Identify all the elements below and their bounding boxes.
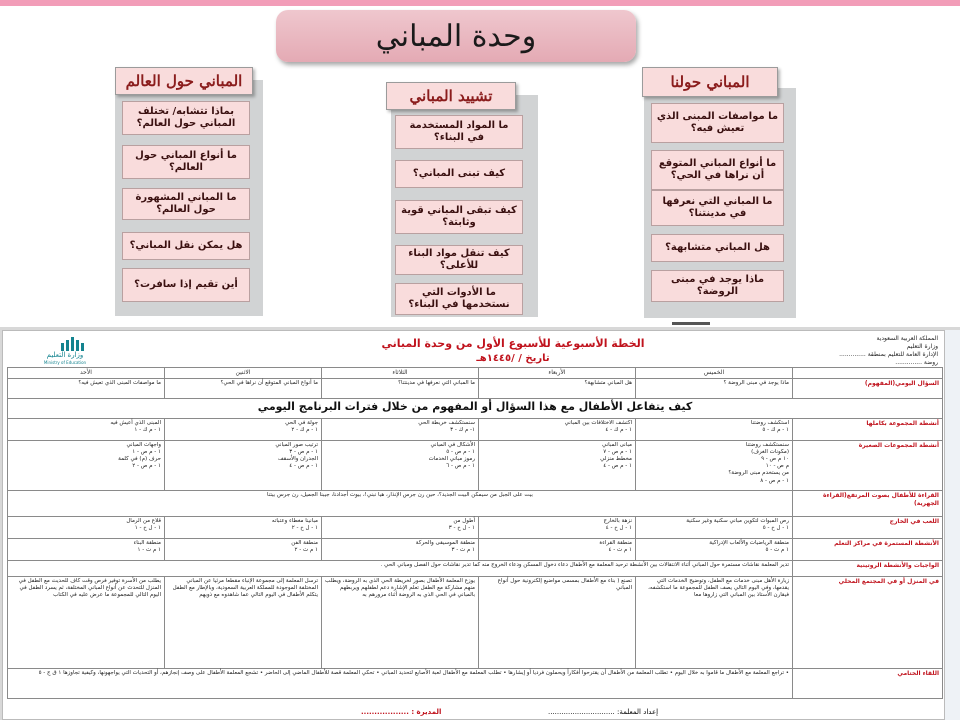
cell-line: ١ - م ك - ١ bbox=[134, 426, 161, 433]
row-label-empty bbox=[793, 368, 943, 379]
table-row bbox=[8, 576, 943, 668]
table-cell bbox=[8, 440, 165, 490]
question-box: هل المباني متشابهة؟ bbox=[651, 234, 784, 262]
cell-line: الأشكال في المباني bbox=[430, 441, 475, 448]
top-accent-line bbox=[0, 0, 960, 6]
question-box: كيف تبقى المباني قوية وثابتة؟ bbox=[395, 200, 523, 234]
row-label: السؤال اليومي(المفهوم) bbox=[793, 378, 943, 398]
question-box: ما المباني التي نعرفها في مدينتنا؟ bbox=[651, 190, 784, 226]
table-row bbox=[8, 440, 943, 490]
sheet-margin bbox=[945, 330, 960, 720]
cell-line: ١ - م ك - ٢ bbox=[291, 426, 318, 433]
table-row bbox=[8, 378, 943, 398]
cell-line: الجدران والأسقف bbox=[277, 456, 318, 463]
cell-line: م ص - ١٠ bbox=[765, 463, 789, 470]
day-header: الثلاثاء bbox=[322, 368, 479, 379]
cell-line: اكتشف الاختلافات بين المباني bbox=[564, 419, 632, 426]
question-box: كيف تنقل مواد البناء للأعلى؟ bbox=[395, 245, 523, 275]
cell-line: ١٠ م ص - ٩ bbox=[761, 456, 789, 463]
row-label: في المنزل أو في المجتمع المحلي bbox=[793, 576, 943, 668]
row-label: الواجبات والأنشطة الروتينية bbox=[793, 560, 943, 576]
cell-line: (مكونات الغرف) bbox=[751, 448, 789, 455]
cell-line: ١ - م ك - ٥ bbox=[762, 426, 789, 433]
unit-title-banner bbox=[276, 10, 636, 62]
question-box: ما مواصفات المبنى الذي تعيش فيه؟ bbox=[651, 103, 784, 143]
table-cell bbox=[636, 418, 793, 440]
cell-line: مخطط منزلي bbox=[600, 456, 632, 463]
table-cell bbox=[636, 538, 793, 560]
teacher-signature bbox=[548, 708, 658, 716]
cell-line: ١ - ل خ - ٣ bbox=[448, 524, 475, 531]
cell-line: نزهة بالخارج bbox=[603, 517, 632, 524]
table-cell: ما المباني التي نعرفها في مدينتنا؟ bbox=[322, 378, 479, 398]
column-header-construction: تشييد المباني bbox=[386, 82, 516, 110]
cell-line: ١ - ل خ - ٢ bbox=[291, 524, 318, 531]
logo-subtext: Ministry of Education bbox=[43, 360, 87, 365]
cell-line: واجهات المباني bbox=[126, 441, 161, 448]
table-cell: تصنع ( بناء مع الأطفال بمسمى مواضيع إلكترونية حول أنواع المباني bbox=[479, 576, 636, 668]
director-label: المديرة : bbox=[411, 708, 442, 716]
cell-line: مبانينا مغطاء وعتباته bbox=[271, 517, 318, 524]
table-cell bbox=[479, 440, 636, 490]
ministry-line: وزارة التعليم bbox=[906, 343, 938, 351]
teacher-label: إعداد المعلمة: bbox=[617, 708, 659, 716]
daily-program-banner: كيف يتفاعل الأطفال مع هذا السؤال أو المفهوم من خلال فترات البرنامج اليومي bbox=[8, 398, 943, 418]
logo-text: وزارة التعليم bbox=[46, 351, 84, 359]
cell-line: منطقة الموسيقى والحركة bbox=[415, 539, 475, 546]
table-cell bbox=[8, 538, 165, 560]
column-header-around-us: المباني حولنا bbox=[642, 67, 778, 97]
logo-mark-icon bbox=[61, 337, 95, 351]
table-cell bbox=[322, 440, 479, 490]
row-label: القراءة للأطفال بصوت المرتفع(القراءة الجهرية) bbox=[793, 490, 943, 516]
question-box: ماذا يوجد في مبنى الروضة؟ bbox=[651, 270, 784, 302]
cell-line: رموز مباني الخدمات bbox=[428, 456, 475, 463]
cell-line: ١ م ت - ٥ bbox=[765, 546, 789, 553]
plan-table bbox=[7, 367, 943, 699]
table-cell: زيارة الأهل مبنى خدمات مع الطفل، وتوضيح الخدمات التي يقدمها، وفي اليوم التالي يصف الطفل للمجموعة ما استكشفه، فيقارن الأستاذ بين المباني التي زاروها معا bbox=[636, 576, 793, 668]
cell-line: من يستخدم مبنى الروضة؟ bbox=[728, 470, 789, 477]
cell-line: المبنى الذي أعيش فيه bbox=[110, 419, 161, 426]
table-row bbox=[8, 398, 943, 418]
table-row bbox=[8, 668, 943, 698]
table-cell bbox=[8, 418, 165, 440]
table-cell bbox=[636, 516, 793, 538]
table-cell: يطلب من الأسرة توفير فرص وقت كاف للحديث مع الطفل في المنزل للتحدث عن أنواع المباني المختلفة، ثم يسرد الطفل في اليوم التالي للمجموعة ما عرض عليه في الكتاب bbox=[8, 576, 165, 668]
table-cell bbox=[479, 538, 636, 560]
row-label: الأنشطة المستمرة في مراكز التعلم bbox=[793, 538, 943, 560]
question-box: ما المواد المستخدمة في البناء؟ bbox=[395, 115, 523, 149]
table-cell bbox=[165, 418, 322, 440]
table-row bbox=[8, 560, 943, 576]
table-cell bbox=[636, 440, 793, 490]
table-cell: • تراجع المعلمة مع الأطفال ما قاموا به خلال اليوم • تطلب المعلمة من الأطفال أن يقترحوا أفكاراً ويحملون فرديا أو إيشارها • تطلب المعلمة مع الأطفال لعبة الأصابع لتحديد المباني • تحكي المعلمة قصة للأطفال الماضي إلى الحاضر • تشجع المعلمة الأطفال على وصف إنجازهم، أو التحديات التي يواجهونها، وكيفية تجاوزها ١ ق ج - ٥ bbox=[8, 668, 793, 698]
cell-line: منطقة القراءة bbox=[599, 539, 632, 546]
table-cell: ما مواصفات المبنى الذي تعيش فيه؟ bbox=[8, 378, 165, 398]
question-box: هل يمكن نقل المباني؟ bbox=[122, 232, 250, 260]
cell-line: استكشف روضتنا bbox=[750, 419, 789, 426]
question-box: ما الأدوات التي نستخدمها في البناء؟ bbox=[395, 283, 523, 315]
cell-line: جولة في الحي bbox=[285, 419, 318, 426]
table-cell bbox=[165, 440, 322, 490]
table-row bbox=[8, 368, 943, 379]
table-cell bbox=[479, 418, 636, 440]
question-box: ما أنواع المباني حول العالم؟ bbox=[122, 145, 250, 179]
table-cell: بيت على الجبل من سيمكن البيت الجديد؟، حين رن جرس الإنذار، هيا نبني!، بيوت أجدادنا، جيبنا الجميل، رن جرس بيتنا bbox=[8, 490, 793, 516]
cell-line: منطقة الرياضيات والألعاب الإدراكية bbox=[709, 539, 789, 546]
day-header: الخميس bbox=[636, 368, 793, 379]
cell-line: ترتيب صور المباني bbox=[275, 441, 318, 448]
day-header: الاثنين bbox=[165, 368, 322, 379]
director-value: .................. bbox=[361, 708, 409, 716]
cell-line: منطقة الفن bbox=[291, 539, 318, 546]
cell-line: ١- م ك - ٣ bbox=[450, 426, 475, 433]
cell-line: سنستكشف خريطة الحي bbox=[418, 419, 475, 426]
cell-line: ١ - م ص - ٢ bbox=[132, 463, 161, 470]
ministry-logo bbox=[21, 337, 111, 367]
cell-line: منطقة البناء bbox=[133, 539, 161, 546]
director-signature bbox=[361, 708, 441, 716]
table-cell bbox=[479, 516, 636, 538]
cell-line: ١ - م ص - ١ bbox=[132, 448, 161, 455]
unit-title: وحدة المباني bbox=[375, 18, 537, 54]
cell-line: ١ م ت - ٤ bbox=[608, 546, 632, 553]
cell-line: ١ - م ص - ٨ bbox=[760, 477, 789, 484]
day-header: الأحد bbox=[8, 368, 165, 379]
ministry-line: المملكة العربية السعودية bbox=[876, 335, 938, 342]
row-label: أنشطة المجموعة بكاملها bbox=[793, 418, 943, 440]
teacher-value: .............................. bbox=[548, 708, 615, 716]
table-cell: هل المباني متشابهة؟ bbox=[479, 378, 636, 398]
cell-line: ١ - م ص - ٤ bbox=[603, 463, 632, 470]
cell-line: أطول من bbox=[453, 517, 475, 524]
cell-line: ١ - م ص - ٣ bbox=[289, 448, 318, 455]
cell-line: ١ - ل خ - ١ bbox=[134, 524, 161, 531]
table-cell: يوزع المعلمة الأطفال بصور لخريطة الحي الذي به الروضة، ويطلب منهم مشاركة مع الطفل تعلم الإشارة دعم لطفلهم ويربطهم بالمباني في الحي الذي به الروضة أثناء مرورهم به bbox=[322, 576, 479, 668]
divider-dash bbox=[672, 322, 710, 325]
question-box: ما المباني المشهورة حول العالم؟ bbox=[122, 188, 250, 220]
table-cell bbox=[322, 516, 479, 538]
table-cell bbox=[8, 516, 165, 538]
ministry-header bbox=[713, 335, 938, 367]
question-box: ما أنواع المباني المتوقع أن نراها في الحي؟ bbox=[651, 150, 784, 190]
cell-line: ١ - م ص - ٧ bbox=[603, 448, 632, 455]
question-box: أين تقيم إذا سافرت؟ bbox=[122, 268, 250, 302]
table-row bbox=[8, 516, 943, 538]
column-header-world: المباني حول العالم bbox=[115, 67, 253, 95]
table-cell: ترسل المعلمة إلى مجموعة الإنباء مقطعا مرئيا عن المباني المختلفة الموجودة للمملكة العربية السعودية، وبالإطار مع الطفل يتكلم الأطفال في اليوم التالي عما شاهدوه مع ذويهم bbox=[165, 576, 322, 668]
cell-line: قلاع من الرمال bbox=[126, 517, 161, 524]
row-label: أنشطة المجموعات الصغيرة bbox=[793, 440, 943, 490]
question-box: بماذا تتشابه/ تختلف المباني حول العالم؟ bbox=[122, 101, 250, 135]
cell-line: ١ - م ص - ٤ bbox=[289, 463, 318, 470]
row-label: اللعب في الخارج bbox=[793, 516, 943, 538]
day-header: الأربعاء bbox=[479, 368, 636, 379]
cell-line: مبانى المباني bbox=[602, 441, 632, 448]
cell-line: ١ - م ك - ٤ bbox=[605, 426, 632, 433]
ministry-line: روضة .............. bbox=[895, 359, 938, 367]
cell-line: ١ - م ص - ٦ bbox=[446, 463, 475, 470]
cell-line: ١ - ل خ - ٤ bbox=[605, 524, 632, 531]
table-row bbox=[8, 490, 943, 516]
cell-line: ١ - ل خ - ٥ bbox=[762, 524, 789, 531]
plan-title: الخطة الأسبوعية للأسبوع الأول من وحدة المباني bbox=[381, 337, 645, 350]
cell-line: رص المبوات لتكوين مباني سكنية وغير سكنية bbox=[686, 517, 789, 524]
ministry-line: الإدارة العامة للتعليم بمنطقة .............. bbox=[839, 351, 938, 359]
cell-line: سنستكشف روضتنا bbox=[745, 441, 789, 448]
table-cell: ماذا يوجد في مبنى الروضة ؟ bbox=[636, 378, 793, 398]
table-cell: تدير المعلمة نقاشات مستمرة حول المباني أثناء الانتقالات بين الأنشطة ترحيد المعلمة مع الأطفال دعاء دخول المسكن ودعاء الخروج منه كما تدير نقاشات حول الفصل ومباني الحي . bbox=[8, 560, 793, 576]
cell-line: ١ م ت - ٢ bbox=[294, 546, 318, 553]
cell-line: حرف (م) في كلمة bbox=[118, 456, 161, 463]
table-cell bbox=[322, 418, 479, 440]
question-box: كيف تبنى المباني؟ bbox=[395, 160, 523, 188]
weekly-plan-sheet bbox=[2, 330, 945, 720]
row-label: اللقاء الختامي bbox=[793, 668, 943, 698]
table-cell: ما أنواع المباني المتوقع أن نراها في الحي؟ bbox=[165, 378, 322, 398]
plan-date: تاريخ / /١٤٤٥هـ bbox=[476, 353, 550, 364]
cell-line: ١ م ت - ٣ bbox=[451, 546, 475, 553]
table-cell bbox=[165, 516, 322, 538]
table-row bbox=[8, 418, 943, 440]
table-cell bbox=[165, 538, 322, 560]
cell-line: ١ م ت - ١ bbox=[137, 546, 161, 553]
cell-line: ١ - م ص - ٥ bbox=[446, 448, 475, 455]
table-cell bbox=[322, 538, 479, 560]
table-row bbox=[8, 538, 943, 560]
